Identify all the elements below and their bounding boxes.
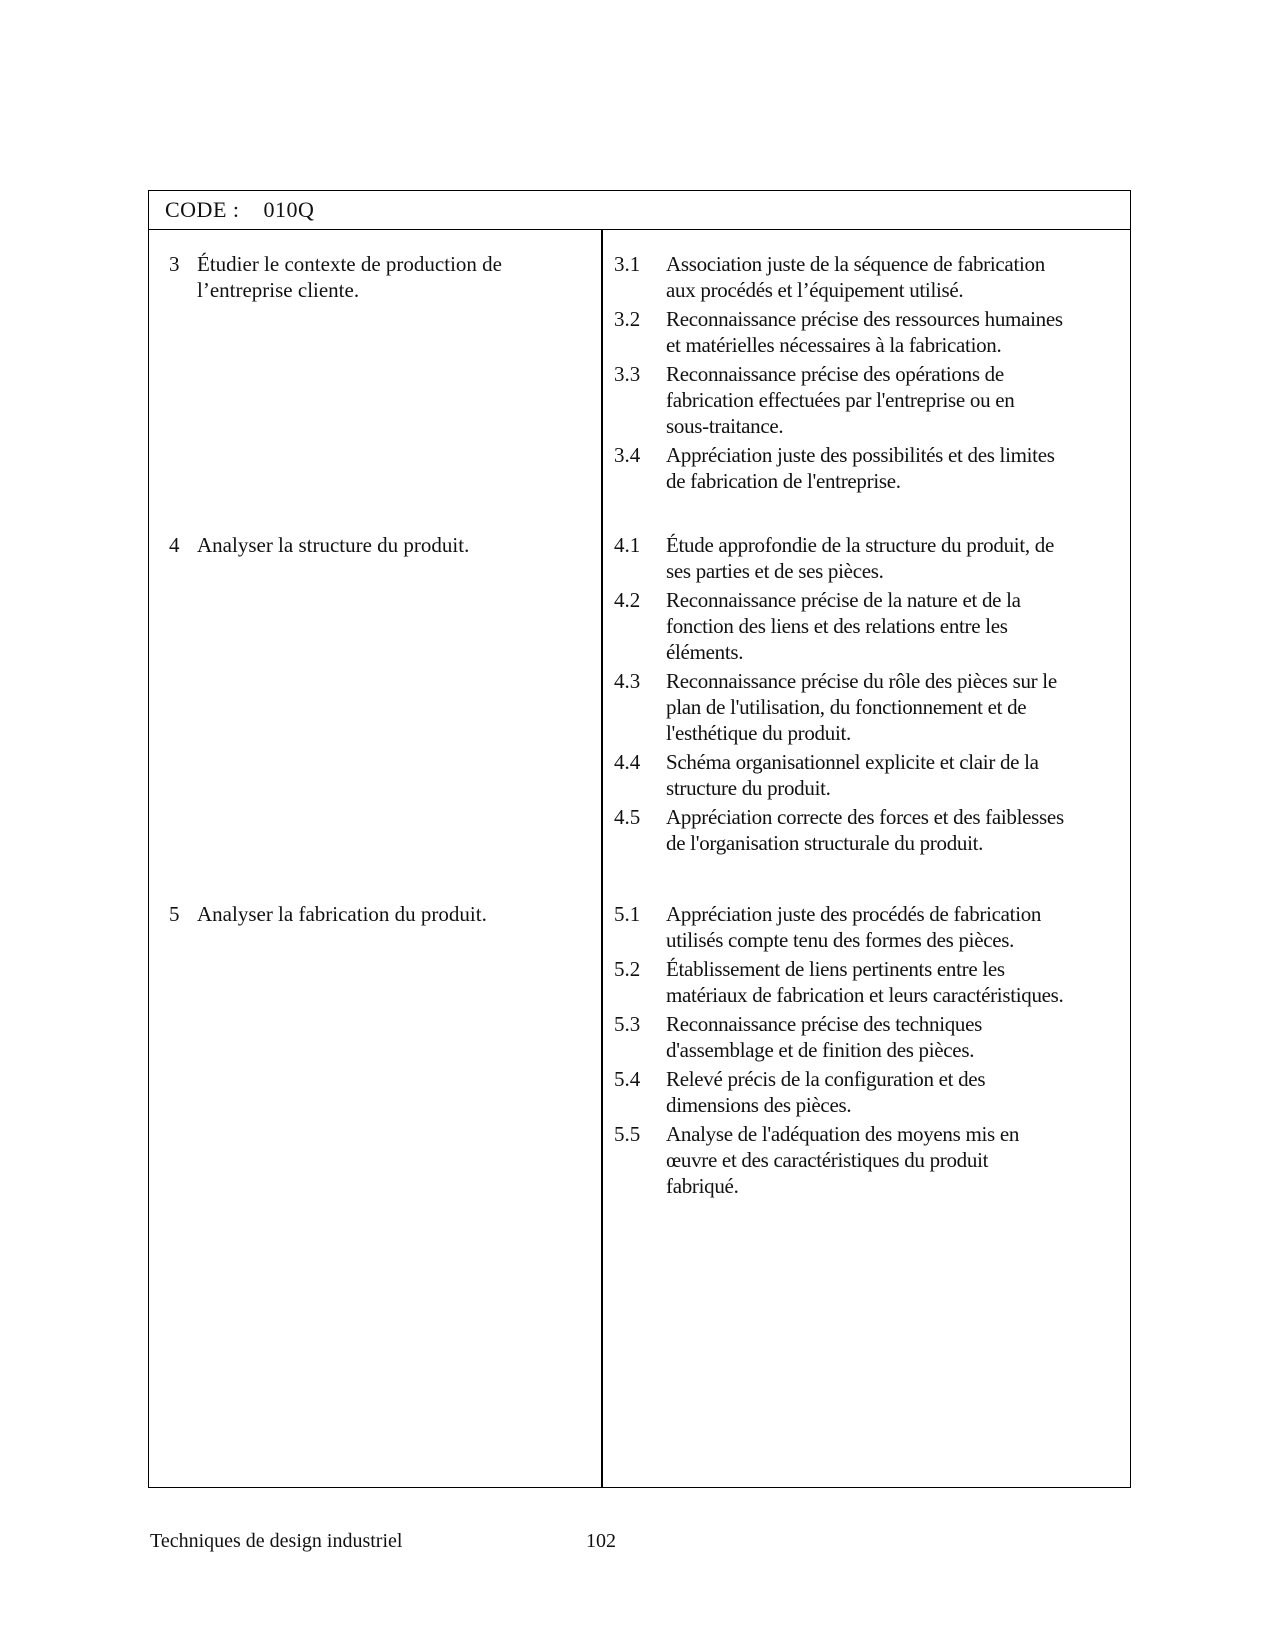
text-line: éléments. bbox=[666, 640, 744, 664]
text-line: dimensions des pièces. bbox=[666, 1093, 852, 1117]
criteria-list bbox=[614, 532, 1119, 859]
text-line: fabrication effectuées par l'entreprise ou en bbox=[666, 388, 1015, 412]
element-number: 5 bbox=[169, 902, 180, 926]
criterion-item bbox=[614, 361, 1119, 439]
text-line: de l'organisation structurale du produit. bbox=[666, 831, 984, 855]
code-label: CODE : bbox=[165, 197, 240, 222]
criterion-item bbox=[614, 1066, 1119, 1118]
criterion-text bbox=[666, 749, 1039, 801]
column-divider bbox=[601, 229, 603, 1487]
criterion-item bbox=[614, 749, 1119, 801]
criterion-number: 4.3 bbox=[614, 669, 641, 693]
text-line: Schéma organisationnel explicite et clair de la bbox=[666, 750, 1039, 774]
text-line: Analyser la fabrication du produit. bbox=[197, 902, 487, 926]
text-line: sous-traitance. bbox=[666, 414, 784, 438]
element-text bbox=[197, 901, 487, 927]
text-line: Étude approfondie de la structure du produit, de bbox=[666, 533, 1054, 557]
text-line: Reconnaissance précise des techniques bbox=[666, 1012, 983, 1036]
page-number: 102 bbox=[586, 1530, 616, 1552]
criterion-text bbox=[666, 251, 1045, 303]
criterion-item bbox=[614, 306, 1119, 358]
criterion-number: 3.2 bbox=[614, 307, 641, 331]
text-line: fonction des liens et des relations entre les bbox=[666, 614, 1008, 638]
text-line: Reconnaissance précise des ressources humaines bbox=[666, 307, 1063, 331]
criterion-number: 4.1 bbox=[614, 533, 641, 557]
text-line: aux procédés et l’équipement utilisé. bbox=[666, 278, 964, 302]
criterion-item bbox=[614, 1121, 1119, 1199]
criterion-text bbox=[666, 532, 1054, 584]
text-line: Étudier le contexte de production de bbox=[197, 252, 502, 276]
text-line: structure du produit. bbox=[666, 776, 831, 800]
text-line: Analyser la structure du produit. bbox=[197, 533, 470, 557]
criterion-number: 3.1 bbox=[614, 252, 641, 276]
element-text bbox=[197, 532, 469, 558]
text-line: Reconnaissance précise des opérations de bbox=[666, 362, 1004, 386]
criteria-list bbox=[614, 251, 1119, 497]
text-line: œuvre et des caractéristiques du produit bbox=[666, 1148, 989, 1172]
text-line: Analyse de l'adéquation des moyens mis en bbox=[666, 1122, 1020, 1146]
criterion-item bbox=[614, 804, 1119, 856]
element-number: 4 bbox=[169, 533, 180, 557]
text-line: Établissement de liens pertinents entre les bbox=[666, 957, 1005, 981]
criterion-text bbox=[666, 361, 1014, 439]
footer-title: Techniques de design industriel bbox=[150, 1530, 403, 1552]
criterion-number: 4.5 bbox=[614, 805, 641, 829]
criterion-item bbox=[614, 442, 1119, 494]
text-line: d'assemblage et de finition des pièces. bbox=[666, 1038, 975, 1062]
criterion-item bbox=[614, 532, 1119, 584]
criterion-number: 5.1 bbox=[614, 902, 641, 926]
criterion-item bbox=[614, 668, 1119, 746]
code-value: 010Q bbox=[263, 197, 315, 222]
criterion-item bbox=[614, 1011, 1119, 1063]
text-line: l’entreprise cliente. bbox=[197, 278, 360, 302]
element-number: 3 bbox=[169, 252, 180, 276]
criterion-number: 3.3 bbox=[614, 362, 641, 386]
text-line: et matérielles nécessaires à la fabrication. bbox=[666, 333, 1002, 357]
criterion-number: 5.4 bbox=[614, 1067, 641, 1091]
text-line: Association juste de la séquence de fabrication bbox=[666, 252, 1045, 276]
criterion-text bbox=[666, 956, 1064, 1008]
criterion-item bbox=[614, 901, 1119, 953]
criterion-number: 5.5 bbox=[614, 1122, 641, 1146]
text-line: Appréciation juste des possibilités et des limites bbox=[666, 443, 1055, 467]
criterion-number: 3.4 bbox=[614, 443, 641, 467]
criterion-item bbox=[614, 587, 1119, 665]
text-line: l'esthétique du produit. bbox=[666, 721, 851, 745]
criterion-number: 4.4 bbox=[614, 750, 641, 774]
criterion-number: 5.2 bbox=[614, 957, 641, 981]
criterion-number: 4.2 bbox=[614, 588, 641, 612]
criterion-number: 5.3 bbox=[614, 1012, 641, 1036]
criterion-item bbox=[614, 956, 1119, 1008]
text-line: Reconnaissance précise de la nature et de la bbox=[666, 588, 1021, 612]
code bbox=[165, 197, 314, 223]
criterion-text bbox=[666, 668, 1057, 746]
criteria-list bbox=[614, 901, 1119, 1202]
text-line: de fabrication de l'entreprise. bbox=[666, 469, 901, 493]
text-line: Appréciation juste des procédés de fabrication bbox=[666, 902, 1042, 926]
text-line: plan de l'utilisation, du fonctionnement et de bbox=[666, 695, 1027, 719]
criterion-text bbox=[666, 804, 1064, 856]
criterion-item bbox=[614, 251, 1119, 303]
criterion-text bbox=[666, 1121, 1019, 1199]
text-line: utilisés compte tenu des formes des pièces. bbox=[666, 928, 1015, 952]
criterion-text bbox=[666, 442, 1055, 494]
criterion-text bbox=[666, 901, 1041, 953]
text-line: ses parties et de ses pièces. bbox=[666, 559, 884, 583]
text-line: matériaux de fabrication et leurs caractéristiques. bbox=[666, 983, 1064, 1007]
criterion-text bbox=[666, 306, 1063, 358]
text-line: Reconnaissance précise du rôle des pièces sur le bbox=[666, 669, 1057, 693]
criterion-text bbox=[666, 1011, 982, 1063]
text-line: Relevé précis de la configuration et des bbox=[666, 1067, 986, 1091]
criterion-text bbox=[666, 587, 1021, 665]
text-line: fabriqué. bbox=[666, 1174, 739, 1198]
text-line: Appréciation correcte des forces et des faiblesses bbox=[666, 805, 1064, 829]
criterion-text bbox=[666, 1066, 985, 1118]
element-text bbox=[197, 251, 502, 303]
code-header bbox=[149, 191, 1130, 230]
